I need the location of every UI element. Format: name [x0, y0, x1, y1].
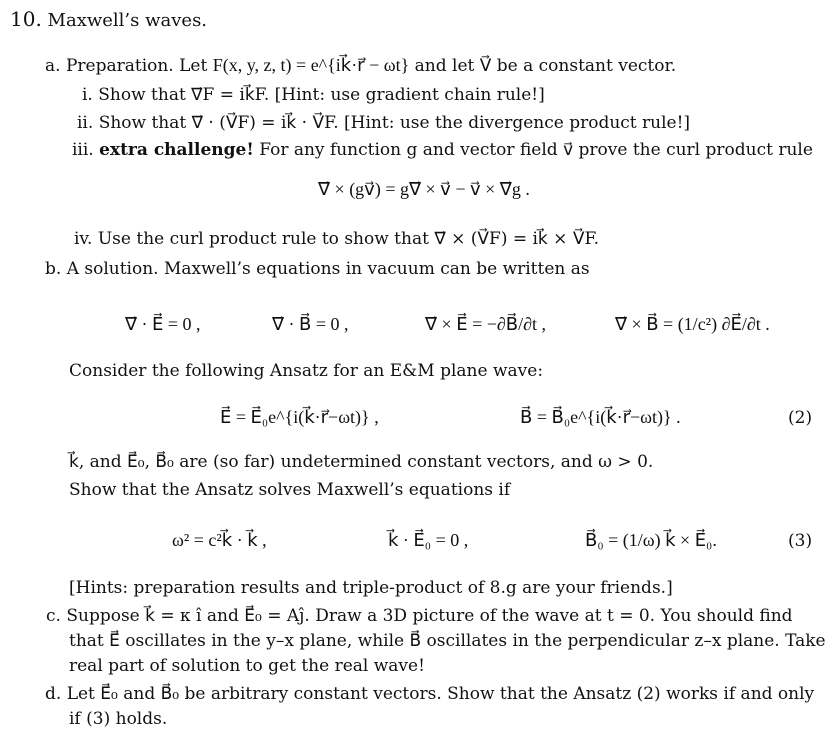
- part-a-intro-math: F(x, y, z, t) = e^{ik⃗·r⃗ − ωt}: [212, 55, 410, 75]
- problem-number: 10.: [10, 7, 42, 31]
- part-c-text-1: Suppose k⃗ = κ î and E⃗₀ = Aĵ. Draw a 3D picture of the wave at t = 0. You should find: [66, 606, 793, 626]
- condition-b0: B⃗₀ = (1/ω) k⃗ × E⃗₀.: [585, 530, 717, 550]
- item-iii-emphasis: extra challenge!: [99, 140, 254, 160]
- item-ii-label: ii.: [77, 113, 94, 133]
- part-a-intro-prefix: Preparation. Let: [65, 56, 208, 76]
- curl-product-rule: ∇⃗ × (gv⃗) = g∇⃗ × v⃗ − v⃗ × ∇⃗g .: [318, 179, 530, 199]
- ansatz-intro: Consider the following Ansatz for an E&M plane wave:: [69, 361, 544, 381]
- ansatz-e: E⃗ = E⃗₀e^{i(k⃗·r⃗−ωt)} ,: [220, 407, 379, 427]
- part-a-item-iv: [74, 228, 599, 250]
- maxwell-div-b: ∇⃗ · B⃗ = 0 ,: [272, 314, 349, 334]
- part-a-intro-suffix: and let V⃗ be a constant vector.: [414, 56, 677, 76]
- part-a-item-ii: [77, 112, 690, 134]
- item-iii-text: For any function g and vector field v⃗ prove the curl product rule: [259, 140, 813, 160]
- part-a-label: a.: [45, 56, 61, 76]
- part-c-line-2: that E⃗ oscillates in the y–x plane, while B⃗ oscillates in the perpendicular z–x plane. Take: [69, 631, 826, 651]
- problem-heading: [10, 8, 207, 32]
- item-i-text: Show that ∇⃗F = ik⃗F. [Hint: use gradient chain rule!]: [98, 85, 545, 105]
- part-d-text-1: Let E⃗₀ and B⃗₀ be arbitrary constant vectors. Show that the Ansatz (2) works if and only: [66, 684, 815, 704]
- equation-number-2: (2): [788, 408, 813, 428]
- item-iv-label: iv.: [74, 229, 93, 249]
- ansatz-b: B⃗ = B⃗₀e^{i(k⃗·r⃗−ωt)} .: [520, 407, 681, 427]
- part-c-label: c.: [46, 606, 61, 626]
- part-b-intro-text: A solution. Maxwell’s equations in vacuum can be written as: [66, 259, 590, 279]
- part-c-line-1: [46, 605, 793, 627]
- item-iv-text: Use the curl product rule to show that ∇⃗ × (V⃗F) = ik⃗ × V⃗F.: [97, 229, 600, 249]
- maxwell-curl-e: ∇⃗ × E⃗ = −∂B⃗/∂t ,: [425, 314, 547, 334]
- part-c-line-3: real part of solution to get the real wave!: [69, 656, 425, 676]
- part-b-label: b.: [45, 259, 62, 279]
- part-b-intro: [45, 258, 590, 280]
- part-d-line-2: if (3) holds.: [69, 709, 168, 729]
- maxwell-curl-b: ∇⃗ × B⃗ = (1/c²) ∂E⃗/∂t .: [615, 314, 770, 334]
- part-a-item-iii: [72, 139, 813, 161]
- part-a-item-i: [82, 84, 545, 106]
- item-i-label: i.: [82, 85, 93, 105]
- item-ii-text: Show that ∇⃗ · (V⃗F) = ik⃗ · V⃗F. [Hint: use the divergence product rule!]: [98, 113, 691, 133]
- condition-dispersion: ω² = c²k⃗ · k⃗ ,: [172, 530, 267, 550]
- item-iii-label: iii.: [72, 140, 94, 160]
- hints: [Hints: preparation results and triple-product of 8.g are your friends.]: [69, 578, 673, 598]
- undetermined-statement: k⃗, and E⃗₀, B⃗₀ are (so far) undetermined constant vectors, and ω > 0.: [69, 452, 654, 472]
- show-statement: Show that the Ansatz solves Maxwell’s equations if: [69, 480, 511, 500]
- maxwell-div-e: ∇⃗ · E⃗ = 0 ,: [125, 314, 201, 334]
- equation-number-3: (3): [788, 531, 813, 551]
- condition-transverse: k⃗ · E⃗₀ = 0 ,: [388, 530, 469, 550]
- part-d-line-1: [45, 683, 814, 705]
- problem-title: Maxwell’s waves.: [47, 10, 208, 31]
- part-a-intro: [45, 54, 676, 77]
- part-d-label: d.: [45, 684, 62, 704]
